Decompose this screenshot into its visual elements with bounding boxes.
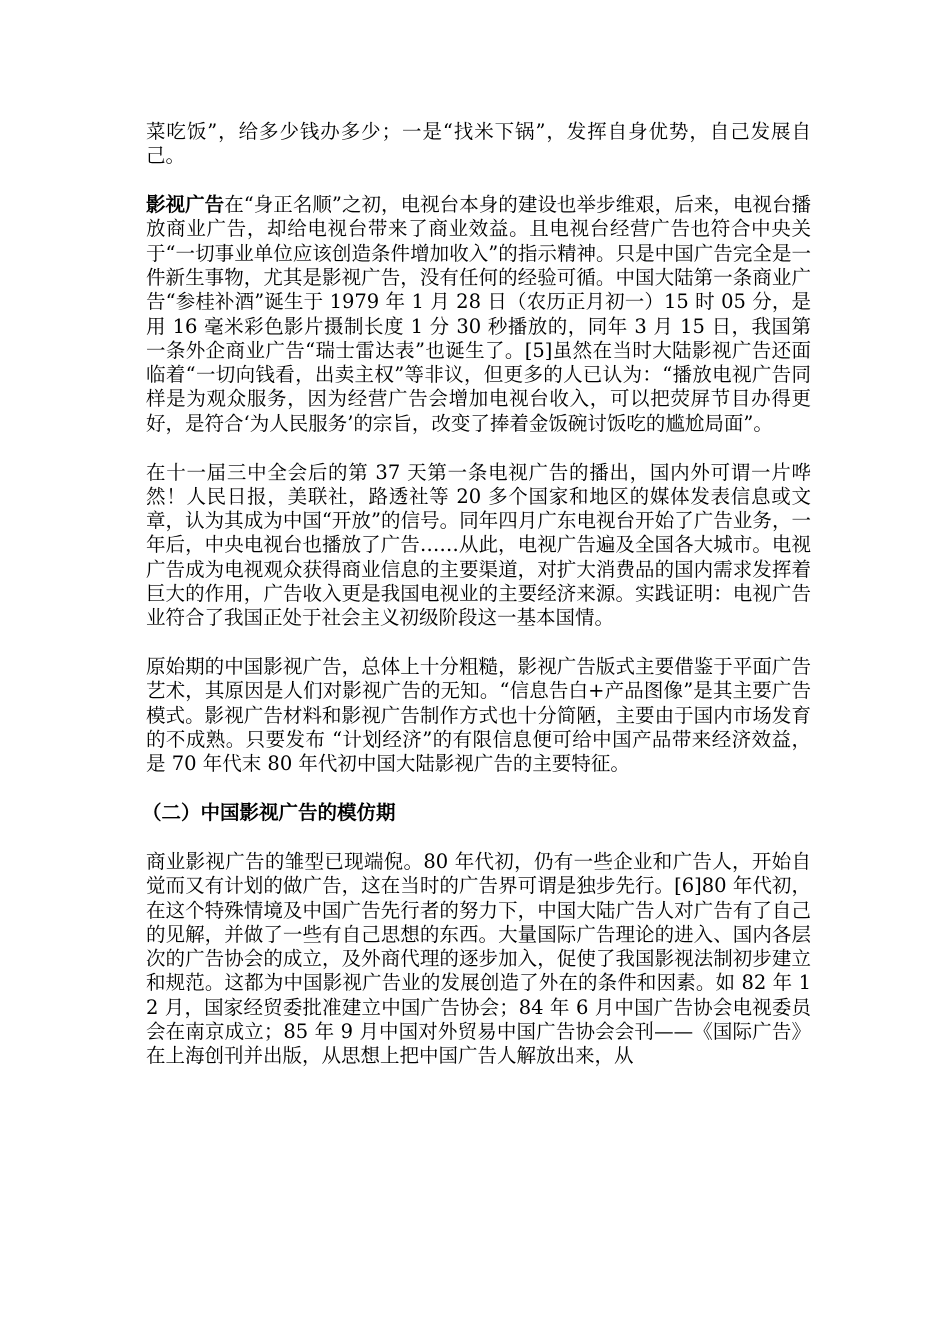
bold-term: 影视广告 [146, 193, 225, 217]
paragraph-primitive-period: 原始期的中国影视广告，总体上十分粗糙，影视广告版式主要借鉴于平面广告艺术，其原因是人们对影视广告的无知。“信息告白+产品图像”是其主要广告模式。影视广告材料和影视广告制作方式也十分简陋，主要由于国内市场发育的不成熟。只要发布 “计划经济”的有限信息便可给中国产品带来经济效益，是 70 年代末 80 年代初中国大陆影视广告的主要特征。 [146, 655, 811, 776]
paragraph-imitation-period: 商业影视广告的雏型已现端倪。80 年代初，仍有一些企业和广告人，开始自觉而又有计划的做广告，这在当时的广告界可谓是独步先行。[6]80 年代初，在这个特殊情境及中国广告先行者的努力下，中国大陆广告人对广告有了自己的见解，并做了一些有自己思想的东西。大量国际广告理论的进入、国内各层次的广告协会的成立，及外商代理的逐步加入，促使了我国影视法制初步建立和规范。这都为中国影视广告业的发展创造了外在的条件和因素。如 82 年 12 月，国家经贸委批准建立中国广告协会；84 年 6 月中国广告协会电视委员会在南京成立；85 年 9 月中国对外贸易中国广告协会会刊——《国际广告》在上海创刊并出版，从思想上把中国广告人解放出来，从 [146, 849, 811, 1068]
paragraph-first-tv-ad-reaction: 在十一届三中全会后的第 37 天第一条电视广告的播出，国内外可谓一片哗然！人民日报，美联社，路透社等 20 多个国家和地区的媒体发表信息或文章，认为其成为中国“开放”的信号。同年四月广东电视台开始了广告业务，一年后，中央电视台也播放了广告……从此，电视广告遍及全国各大城市。电视广告成为电视观众获得商业信息的主要渠道，对扩大消费品的国内需求发挥着巨大的作用，广告收入更是我国电视业的主要经济来源。实践证明：电视广告业符合了我国正处于社会主义初级阶段这一基本国情。 [146, 460, 811, 630]
paragraph-body: 在“身正名顺”之初，电视台本身的建设也举步维艰，后来，电视台播放商业广告，却给电视台带来了商业效益。且电视台经营广告也符合中央关于“一切事业单位应该创造条件增加收入”的指示精神。只是中国广告完全是一件新生事物，尤其是影视广告，没有任何的经验可循。中国大陆第一条商业广告“参桂补酒”诞生于 1979 年 1 月 28 日（农历正月初一）15 时 05 分，是用 16 毫米彩色影片摄制长度 1 分 30 秒播放的，同年 3 月 15 日，我国第一条外企商业广告“瑞士雷达表”也诞生了。[5]虽然在当时大陆影视广告还面临着“一切向钱看，出卖主权”等非议，但更多的人已认为：“播放电视广告同样是为观众服务，因为经营广告会增加电视台收入，可以把荧屏节目办得更好，是符合‘为人民服务’的宗旨，改变了捧着金饭碗讨饭吃的尴尬局面”。 [146, 193, 811, 435]
paragraph-continuation: 菜吃饭”，给多少钱办多少；一是“找米下锅”，发挥自身优势，自己发展自己。 [146, 120, 811, 168]
paragraph-film-tv-ads-origin [146, 193, 811, 436]
section-heading: （二）中国影视广告的模仿期 [142, 801, 396, 825]
document-page [142, 120, 811, 1093]
